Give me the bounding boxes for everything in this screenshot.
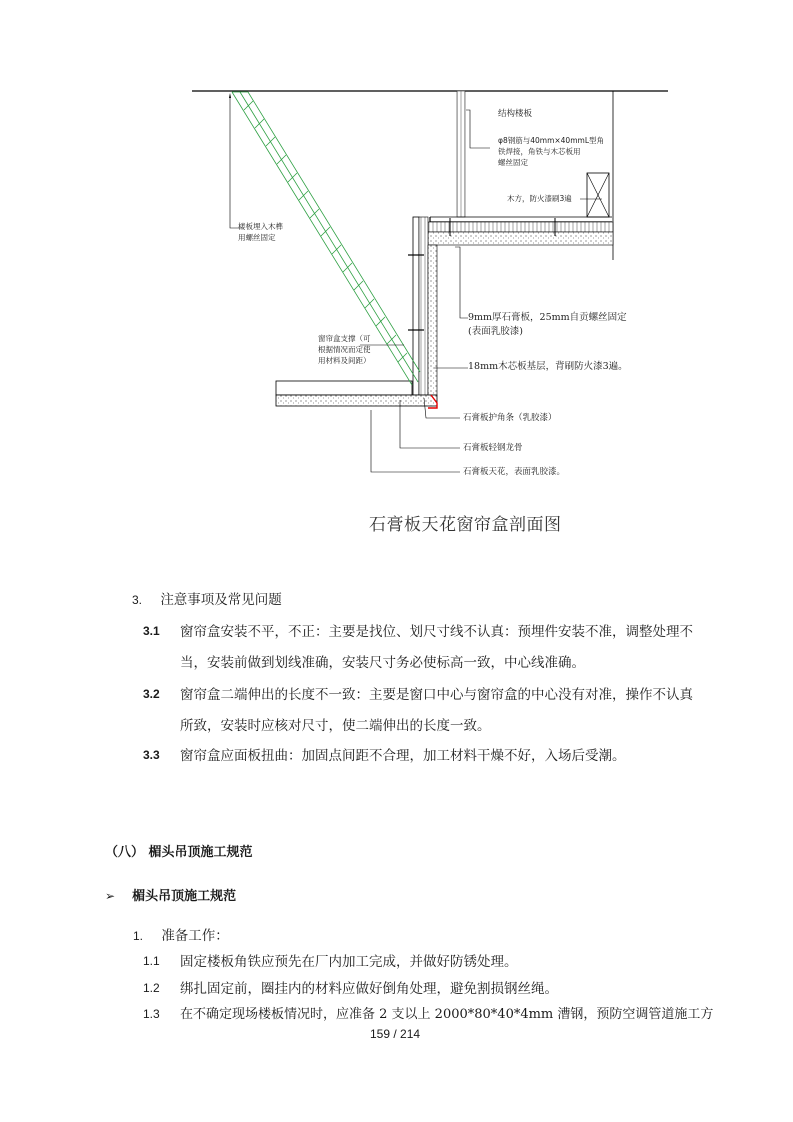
item-text: 窗帘盒安装不平，不正：主要是找位、划尺寸线不认真：预埋件安装不准，调整处理不: [180, 624, 693, 640]
section-title: 注意事项及常见问题: [160, 592, 282, 608]
prep-number: 1.: [133, 929, 144, 943]
item-number: 3.2: [143, 687, 160, 701]
label-rebar-note-1: φ8钢筋与40mm×40mmL型角: [498, 136, 604, 145]
label-support-2: 根据情况而定使: [318, 345, 371, 354]
label-embed-2: 用螺丝固定: [238, 233, 276, 242]
subsection-heading: [105, 885, 236, 904]
label-rebar-note-3: 螺丝固定: [498, 158, 528, 167]
label-support-3: 用材料及间距）: [318, 356, 371, 365]
item-number: 1.2: [143, 981, 160, 995]
threaded-rod: [457, 91, 465, 217]
label-rebar-note-2: 铁焊接，角铁与木芯板用: [498, 147, 581, 156]
label-ceiling: 石膏板天花，表面乳胶漆。: [463, 467, 566, 477]
label-gypsum-1: 9mm厚石膏板，25mm自贡螺丝固定: [468, 312, 627, 323]
item-text: 窗帘盒二端伸出的长度不一致：主要是窗口中心与窗帘盒的中心没有对准，操作不认真: [180, 687, 693, 703]
item-text-cont: 所致，安装时应核对尺寸，使二端伸出的长度一致。: [180, 718, 491, 734]
label-corner-bead: 石膏板护角条（乳胶漆）: [463, 413, 557, 423]
label-embed-1: 楼板埋入木榫: [238, 222, 283, 231]
item-number: 3.1: [143, 624, 160, 638]
chapter-heading: （八） 楣头吊顶施工规范: [105, 845, 253, 860]
item-number: 1.3: [143, 1007, 160, 1021]
figure-title: 石膏板天花窗帘盒剖面图: [369, 515, 562, 535]
bullet-arrow-icon: ➢: [105, 889, 116, 903]
label-support-1: 窗帘盒支撑（可: [318, 334, 371, 343]
item-text: 在不确定现场楼板情况时，应准备 2 支以上 2000*80*40*4mm 漕钢，预防空调管道施工方: [180, 1007, 714, 1022]
page-number: 159 / 214: [370, 1027, 421, 1041]
item-text: 固定楼板角铁应预先在厂内加工完成，并做好防锈处理。: [180, 954, 518, 970]
label-keel: 石膏板轻钢龙骨: [463, 443, 523, 453]
label-blockboard: 18mm木芯板基层，背刷防火漆3遍。: [468, 361, 628, 372]
label-timber: 木方，防火漆刷3遍: [507, 194, 572, 203]
section-number: 3.: [132, 593, 143, 607]
label-structure-slab: 结构楼板: [498, 109, 533, 119]
label-gypsum-2: (表面乳胶漆): [468, 326, 523, 337]
item-text: 窗帘盒应面板扭曲：加固点间距不合理，加工材料干燥不好，入场后受潮。: [180, 748, 626, 764]
item-number: 1.1: [143, 954, 160, 968]
item-text-cont: 当，安装前做到划线准确，安装尺寸务必使标高一致，中心线准确。: [180, 655, 585, 671]
section-3-heading: [132, 591, 282, 609]
prep-title: 准备工作：: [161, 928, 229, 944]
subsection-title: 楣头吊顶施工规范: [132, 889, 237, 904]
prep-heading: [133, 927, 229, 945]
item-text: 绑扎固定前，圈挂内的材料应做好倒角处理，避免割损钢丝绳。: [180, 981, 558, 997]
section-drawing: [0, 0, 793, 560]
item-number: 3.3: [143, 748, 160, 762]
